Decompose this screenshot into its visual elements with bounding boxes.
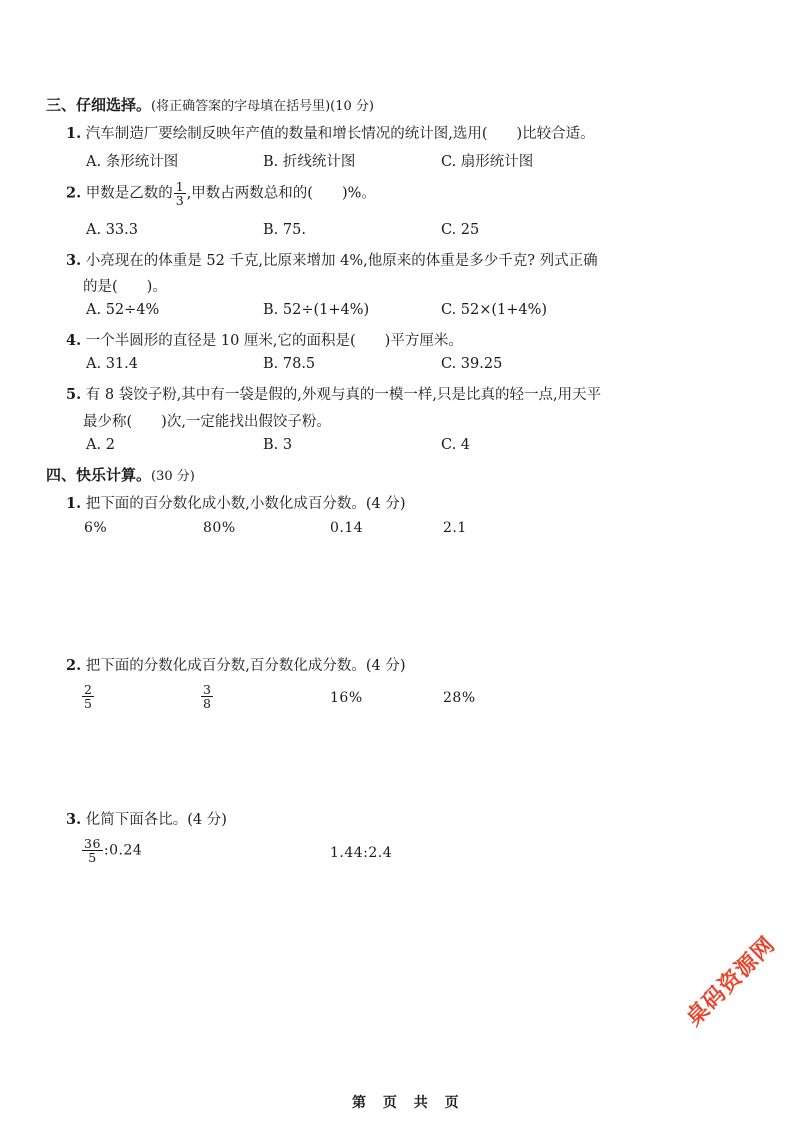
option-b: B. 75. bbox=[263, 222, 306, 238]
section-3-heading bbox=[46, 94, 374, 115]
value-item: 0.14 bbox=[330, 520, 364, 536]
ratio-item: 1.44:2.4 bbox=[330, 845, 393, 861]
question-3-5 bbox=[66, 383, 601, 404]
fraction-numerator: 3 bbox=[203, 682, 211, 697]
fraction-denominator: 5 bbox=[88, 850, 97, 866]
fraction bbox=[174, 180, 186, 207]
option-c: C. 4 bbox=[441, 437, 471, 453]
question-text: 小亮现在的体重是 52 千克,比原来增加 4%,他原来的体重是多少千克? 列式正确 bbox=[85, 253, 598, 269]
fraction-denominator: 5 bbox=[84, 696, 92, 712]
question-number: 1. bbox=[66, 495, 82, 512]
section-4-title: 四、快乐计算。 bbox=[46, 466, 152, 484]
option-c: C. 39.25 bbox=[441, 356, 503, 372]
fraction-denominator: 8 bbox=[203, 696, 211, 712]
question-3-3 bbox=[66, 249, 598, 270]
section-3-title: 三、仔细选择。 bbox=[46, 96, 152, 114]
option-a: A. 33.3 bbox=[86, 222, 138, 238]
section-3-note: (将正确答案的字母填在括号里)(10 分) bbox=[151, 99, 374, 114]
fraction-item bbox=[200, 683, 214, 710]
ratio-rest: :0.24 bbox=[103, 842, 143, 859]
fraction-numerator: 1 bbox=[175, 179, 184, 194]
question-4-1 bbox=[66, 492, 406, 513]
page-footer: 第 页 共 页 bbox=[352, 1095, 465, 1111]
question-text: 有 8 袋饺子粉,其中有一袋是假的,外观与真的一模一样,只是比真的轻一点,用天平 bbox=[85, 387, 602, 403]
question-number: 3. bbox=[66, 252, 82, 269]
question-text: 一个半圆形的直径是 10 厘米,它的面积是( )平方厘米。 bbox=[85, 333, 463, 349]
section-4-heading bbox=[46, 464, 195, 485]
question-3-3-line2: 的是( )。 bbox=[83, 279, 167, 295]
question-3-4 bbox=[66, 329, 463, 350]
fraction-denominator: 3 bbox=[175, 193, 184, 209]
question-text: ,甲数占两数总和的( )%。 bbox=[186, 185, 376, 202]
value-item: 16% bbox=[330, 690, 363, 706]
value-item: 6% bbox=[84, 520, 108, 536]
option-c: C. 25 bbox=[441, 222, 480, 238]
option-b: B. 折线统计图 bbox=[263, 154, 356, 170]
question-3-5-line2: 最少称( )次,一定能找出假饺子粉。 bbox=[83, 414, 331, 430]
question-number: 3. bbox=[66, 811, 82, 828]
value-item: 28% bbox=[443, 690, 476, 706]
question-text: 甲数是乙数的 bbox=[85, 185, 173, 202]
watermark-logo: 桌码资源网 bbox=[681, 932, 781, 1032]
fraction bbox=[82, 683, 94, 710]
question-3-2 bbox=[66, 180, 376, 207]
fraction-item bbox=[81, 683, 95, 710]
option-a: A. 52÷4% bbox=[86, 302, 160, 318]
fraction bbox=[201, 683, 213, 710]
fraction bbox=[82, 837, 103, 864]
option-a: A. 31.4 bbox=[86, 356, 138, 372]
question-3-1 bbox=[66, 122, 595, 143]
question-number: 5. bbox=[66, 386, 82, 403]
question-text: 汽车制造厂要绘制反映年产值的数量和增长情况的统计图,选用( )比较合适。 bbox=[85, 126, 595, 142]
question-text: 化简下面各比。(4 分) bbox=[85, 812, 227, 828]
fraction-numerator: 36 bbox=[84, 836, 101, 851]
option-c: C. 扇形统计图 bbox=[441, 154, 534, 170]
question-text: 把下面的分数化成百分数,百分数化成分数。(4 分) bbox=[85, 658, 406, 674]
value-item: 2.1 bbox=[443, 520, 467, 536]
question-number: 2. bbox=[66, 184, 82, 202]
fraction-numerator: 2 bbox=[84, 682, 92, 697]
question-4-2 bbox=[66, 654, 406, 675]
ratio-item bbox=[81, 837, 142, 864]
option-b: B. 3 bbox=[263, 437, 293, 453]
option-b: B. 78.5 bbox=[263, 356, 316, 372]
option-a: A. 条形统计图 bbox=[86, 154, 179, 170]
question-4-3 bbox=[66, 808, 227, 829]
option-c: C. 52×(1+4%) bbox=[441, 302, 548, 318]
option-a: A. 2 bbox=[86, 437, 115, 453]
question-number: 2. bbox=[66, 657, 82, 674]
option-b: B. 52÷(1+4%) bbox=[263, 302, 370, 318]
question-text: 把下面的百分数化成小数,小数化成百分数。(4 分) bbox=[85, 496, 406, 512]
question-number: 4. bbox=[66, 332, 82, 349]
value-item: 80% bbox=[203, 520, 236, 536]
section-4-note: (30 分) bbox=[151, 469, 195, 484]
question-number: 1. bbox=[66, 125, 82, 142]
